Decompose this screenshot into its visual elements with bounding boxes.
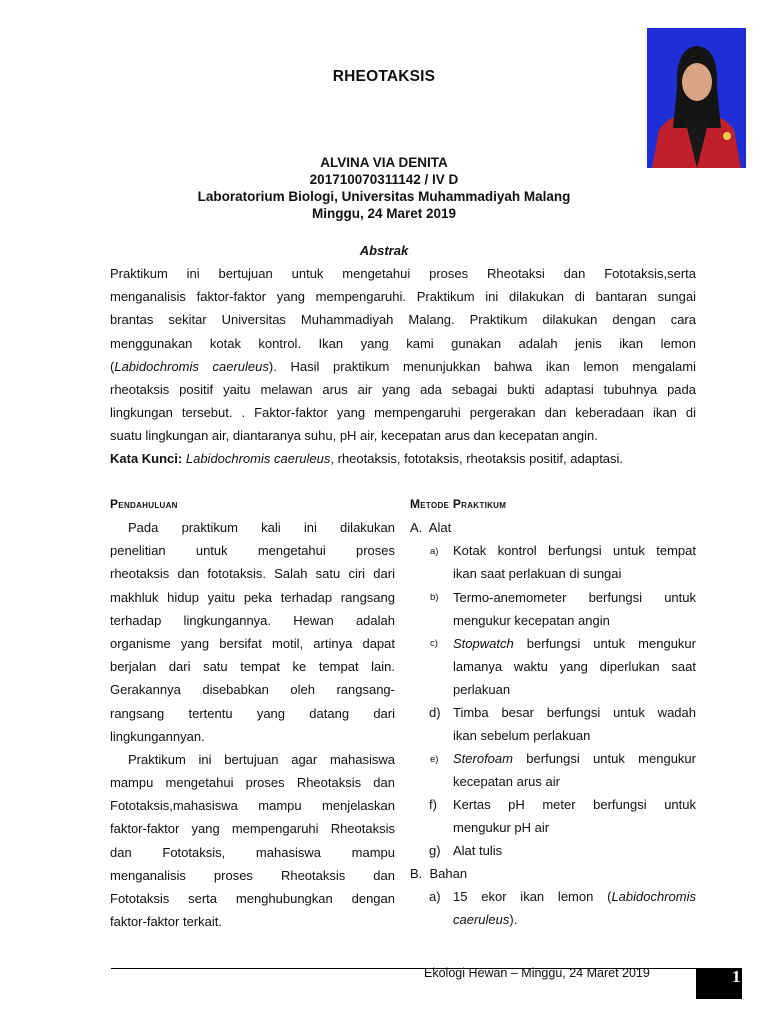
italic-term: Sterofoam (453, 751, 513, 766)
body-line: rheotaksis dan fototaksis. Salah satu ciri dari (110, 566, 395, 582)
metode-heading: Metode Praktikum (410, 497, 507, 511)
list-line: lamanya waktu yang diperlukan saat (453, 659, 696, 675)
abstract-heading: Abstrak (359, 243, 409, 258)
page-number: 1 (732, 967, 741, 986)
author-institution: Laboratorium Biologi, Universitas Muhammadiyah Malang (197, 189, 571, 204)
abstract-line (110, 355, 696, 378)
list-line (453, 908, 696, 931)
body-line: lingkungannyan. (110, 728, 205, 744)
keywords-label: Kata Kunci: (110, 451, 183, 466)
list-line: Kotak kontrol berfungsi untuk tempat (453, 543, 696, 558)
body-line: makhluk hidup yaitu peka terhadap rangsang (110, 589, 395, 605)
body-line: mampu mengetahui proses Rheotaksis dan (110, 775, 395, 791)
abstract-line: suatu lingkungan air, diantaranya suhu, pH air, kecepatan arus dan kecepatan angin. (110, 428, 598, 444)
body-line: Fototaksis,mahasiswa mampu menjelaskan (110, 798, 395, 814)
italic-term: Stopwatch (453, 636, 514, 651)
body-line: Praktikum ini bertujuan agar mahasiswa (128, 751, 395, 767)
body-line: terhadap lingkungannya. Hewan adalah (110, 612, 395, 628)
list-marker: d) (429, 705, 441, 720)
body-line: faktor-faktor terkait. (110, 914, 222, 930)
keywords (110, 449, 710, 469)
author-block (0, 154, 768, 222)
pendahuluan-heading: Pendahuluan (110, 497, 178, 511)
abstract-line: Praktikum ini bertujuan untuk mengetahui proses Rheotaksi dan Fototaksis,serta (110, 266, 696, 281)
list-item (453, 539, 696, 585)
list-item (453, 586, 696, 632)
alat-label: A. Alat (410, 520, 452, 535)
abstract-line: rheotaksis positif yaitu melawan arus air yang ada sebagai bukti adaptasi tubuhnya pada (110, 381, 696, 397)
species-name: Labidochromis (611, 889, 696, 904)
body-line: Gerakannya disebabkan oleh rangsang- (110, 682, 395, 698)
list-text: ). (509, 912, 518, 928)
body-line: faktor-faktor yang mempengaruhi Rheotaksis (110, 821, 395, 837)
list-marker: a) (430, 546, 439, 557)
list-marker: a) (429, 889, 441, 904)
species-name: Labidochromis caeruleus (114, 358, 269, 374)
list-line: kecepatan arus air (453, 774, 560, 790)
list-line: Timba besar berfungsi untuk wadah (453, 705, 696, 720)
body-line: dan Fototaksis, mahasiswa mampu (110, 844, 395, 860)
list-item (453, 839, 696, 862)
list-text: berfungsi untuk mengukur (512, 751, 696, 766)
author-id: 201710070311142 / IV D (309, 172, 459, 187)
body-line: Pada praktikum kali ini dilakukan (128, 520, 395, 535)
list-line: Kertas pH meter berfungsi untuk (453, 797, 696, 812)
list-line: perlakuan (453, 682, 511, 698)
list-line (453, 632, 696, 655)
abstract-line: menggunakan kotak kontrol. Ikan yang kami gunakan adalah jenis ikan lemon (110, 335, 696, 351)
list-text: 15 ekor ikan lemon ( (453, 889, 612, 904)
list-line: Alat tulis (453, 843, 503, 858)
list-line (453, 747, 696, 770)
keywords-species: Labidochromis caeruleus (185, 451, 331, 466)
list-item (453, 793, 696, 839)
author-name: ALVINA VIA DENITA (320, 155, 448, 170)
list-marker: c) (430, 638, 438, 649)
paper-title: RHEOTAKSIS (332, 68, 436, 85)
list-item (453, 632, 696, 702)
abstract-text: ( (110, 358, 115, 374)
body-line: berjalan dari satu tempat ke tempat lain. (110, 659, 395, 675)
list-marker: e) (430, 754, 439, 765)
bahan-label: B. Bahan (410, 866, 468, 881)
list-item (453, 885, 696, 931)
list-item (453, 701, 696, 747)
list-item (453, 747, 696, 793)
abstract-body (110, 262, 696, 448)
author-date: Minggu, 24 Maret 2019 (311, 206, 457, 221)
list-line: ikan sebelum perlakuan (453, 728, 591, 744)
abstract-line: brantas sekitar Universitas Muhammadiyah Malang. Praktikum dilakukan dengan cara (110, 312, 696, 328)
list-marker: b) (430, 592, 439, 603)
list-line: Termo-anemometer berfungsi untuk (453, 590, 696, 605)
footer-text: Ekologi Hewan – Minggu, 24 Maret 2019 (424, 966, 650, 980)
list-line: ikan saat perlakuan di sungai (453, 566, 622, 582)
abstract-line: lingkungan tersebut. . Faktor-faktor yang mempengaruhi pergerakan dan keberadaan ikan di (110, 405, 696, 421)
body-line: Fototaksis serta menghubungkan dengan (110, 891, 395, 906)
keywords-rest: , rheotaksis, fototaksis, rheotaksis positif, adaptasi. (330, 451, 624, 466)
list-line (453, 885, 696, 908)
body-line: rangsang tertentu yang datang dari (110, 705, 395, 721)
body-line: organisme yang bersifat motil, artinya dapat (110, 635, 395, 651)
list-marker: g) (429, 843, 441, 858)
list-line: mengukur pH air (453, 820, 550, 836)
body-line: menganalisis proses Rheotaksis dan (110, 867, 395, 883)
pendahuluan-body (110, 516, 395, 933)
abstract-text: ). Hasil praktikum menunjukkan bahwa ikan lemon mengalami (268, 358, 696, 374)
abstract-line: menganalisis faktor-faktor yang mempengaruhi. Praktikum ini dilakukan di bantaran sungai (110, 289, 696, 305)
list-line: mengukur kecepatan angin (453, 613, 610, 629)
author-photo (647, 28, 746, 168)
body-line: penelitian untuk mengetahui proses (110, 543, 395, 559)
list-marker: f) (429, 797, 437, 812)
species-name: caeruleus (453, 912, 510, 928)
list-text: berfungsi untuk mengukur (513, 636, 696, 651)
